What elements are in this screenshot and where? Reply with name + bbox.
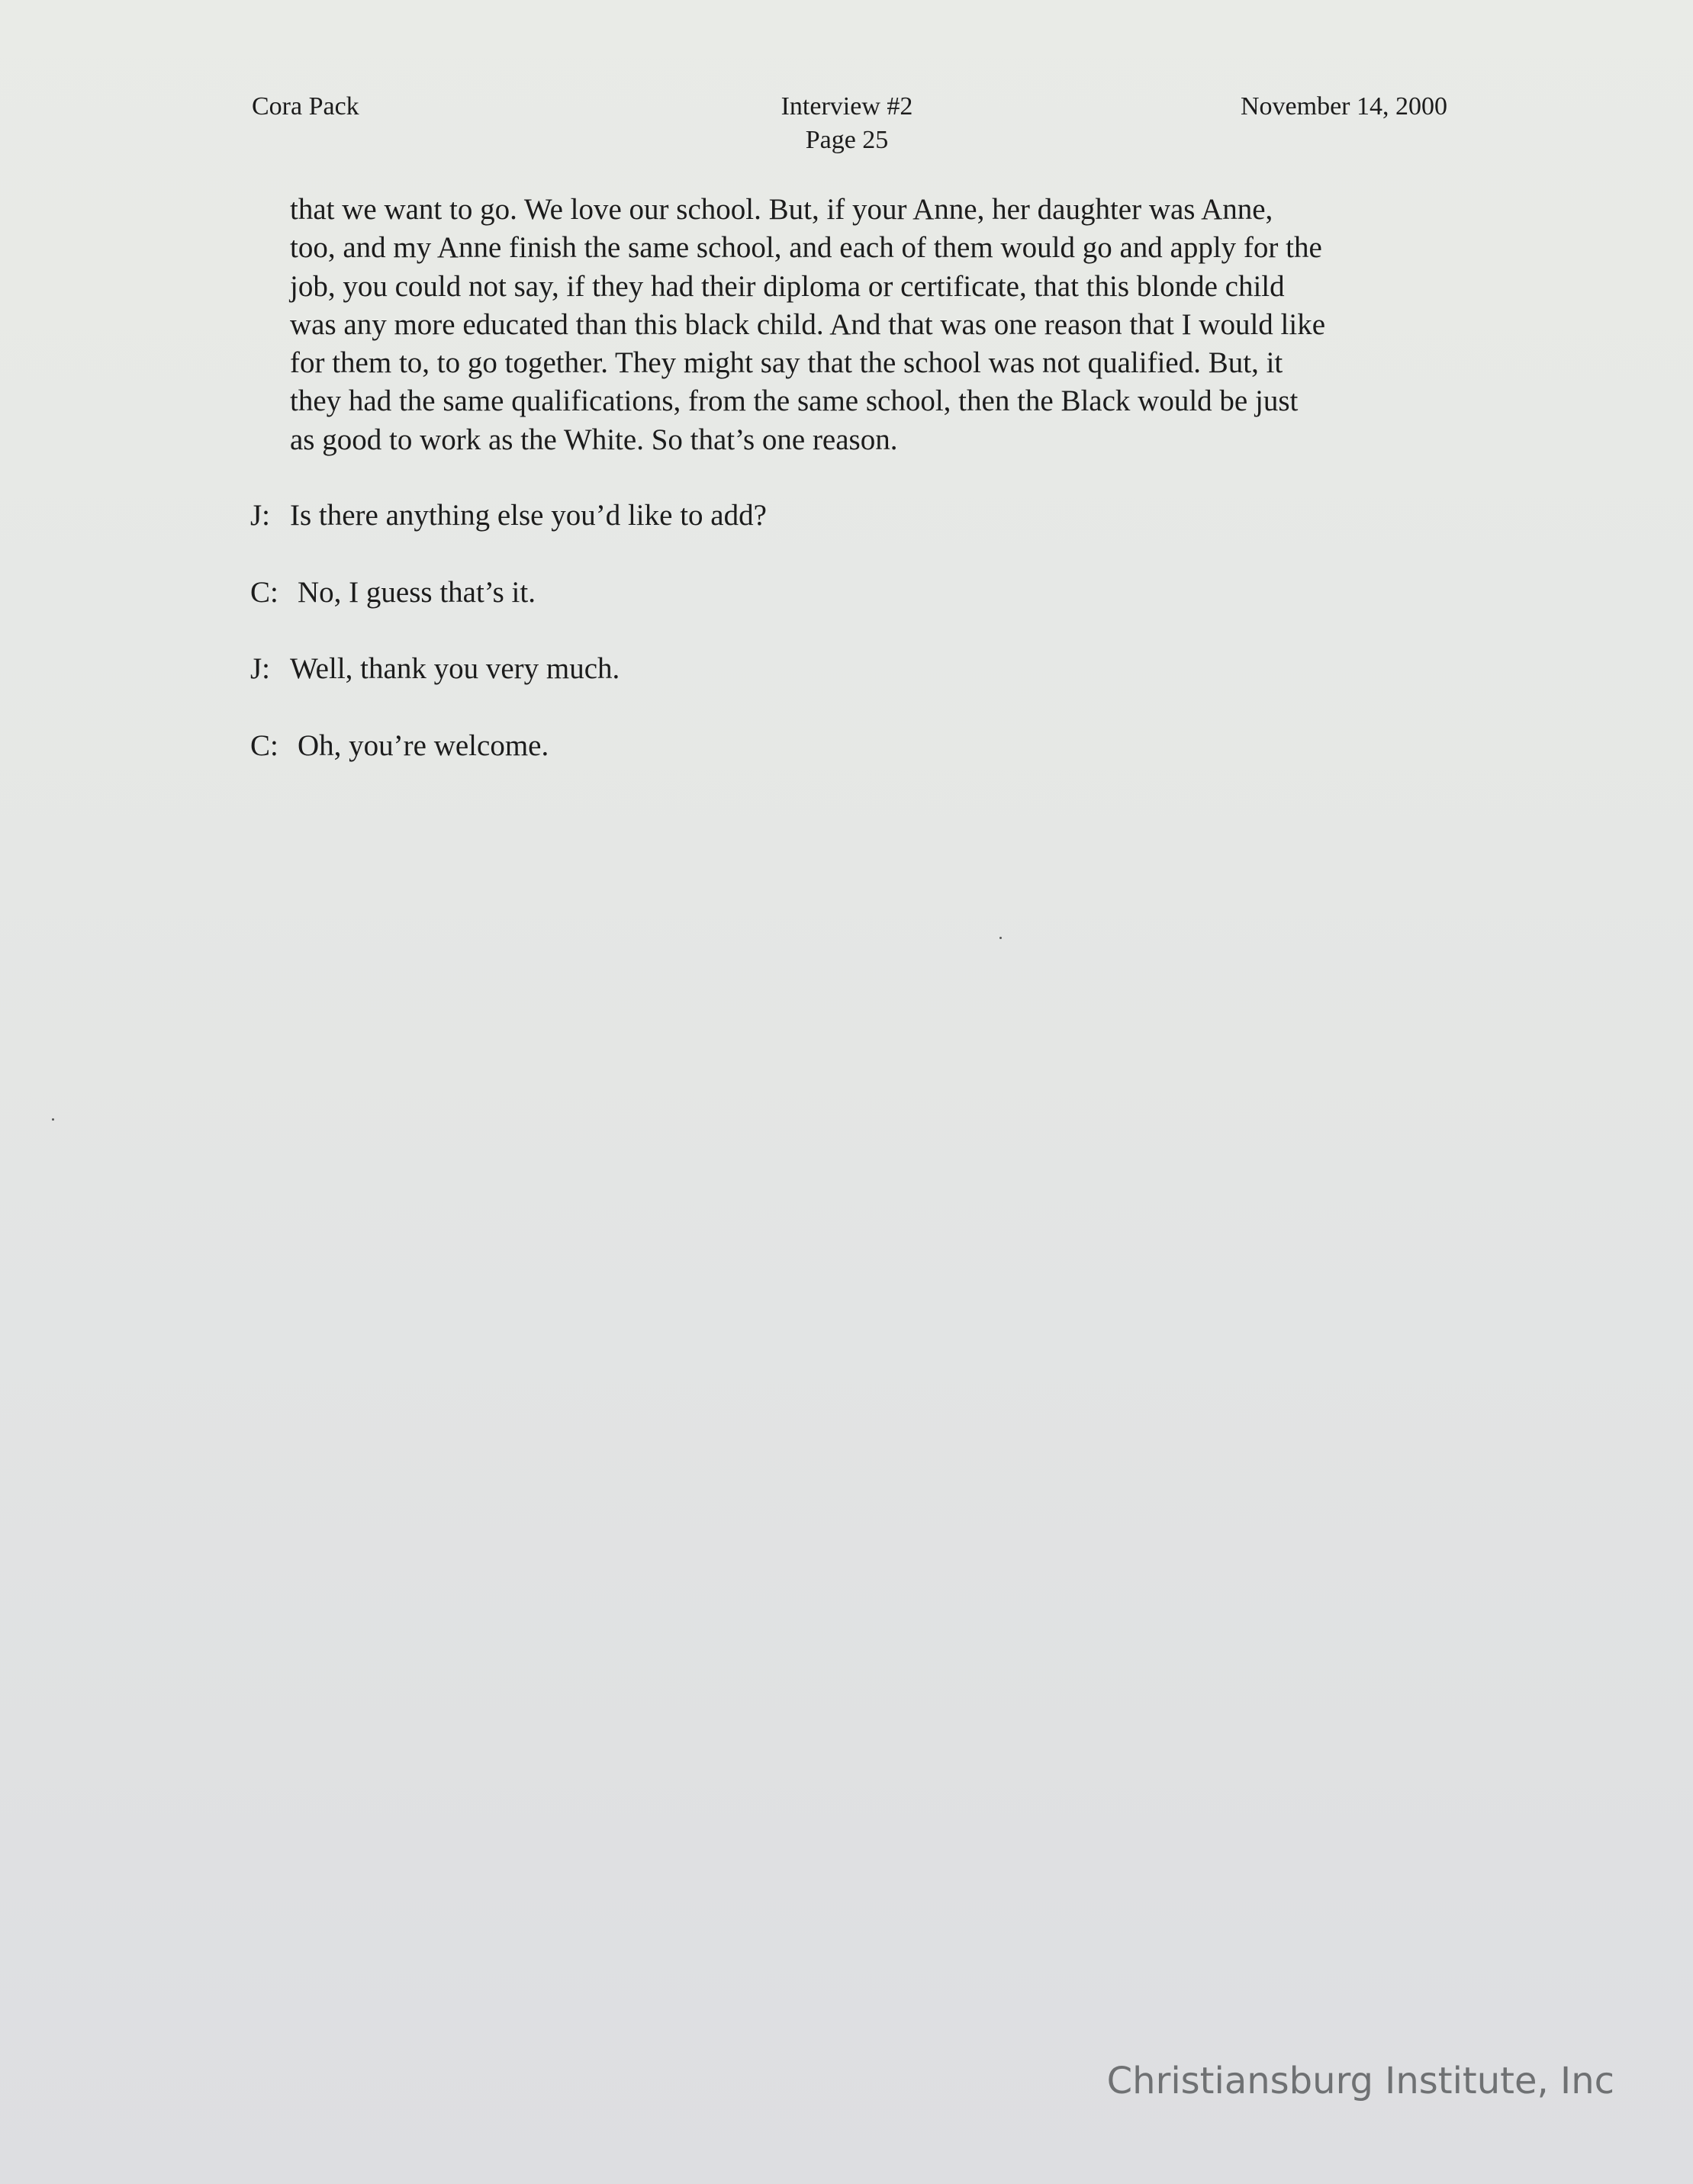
- dialogue-text: Well, thank you very much.: [290, 652, 620, 685]
- dialogue-line: [250, 574, 536, 612]
- paragraph-line: for them to, to go together. They might say that the school was not qualified. But, it: [290, 346, 1283, 380]
- header-page-number: Page 25: [805, 126, 889, 154]
- speaker-label: J:: [250, 499, 271, 532]
- dialogue-line: [250, 727, 549, 765]
- paragraph-line: job, you could not say, if they had their diploma or certificate, that this blonde child: [290, 269, 1285, 303]
- paper-speck: [52, 1118, 54, 1121]
- speaker-label: C:: [250, 729, 278, 762]
- dialogue-text: Is there anything else you’d like to add?: [290, 499, 767, 532]
- header-date: November 14, 2000: [1240, 92, 1447, 121]
- paragraph-line: that we want to go. We love our school. But, if your Anne, her daughter was Anne,: [290, 193, 1273, 226]
- archive-watermark: Christiansburg Institute, Inc: [1106, 2060, 1614, 2102]
- speaker-label: J:: [250, 652, 271, 685]
- speaker-label: C:: [250, 576, 278, 609]
- header-interview-info: [656, 90, 1038, 157]
- paper-speck: [999, 937, 1002, 939]
- dialogue-line: [250, 650, 620, 688]
- paragraph-line: as good to work as the White. So that’s one reason.: [290, 423, 898, 456]
- paragraph-line: was any more educated than this black child. And that was one reason that I would like: [290, 307, 1326, 341]
- paragraph-line: too, and my Anne finish the same school, and each of them would go and apply for the: [290, 231, 1322, 265]
- dialogue-line: [250, 497, 767, 535]
- dialogue-text: No, I guess that’s it.: [298, 576, 536, 609]
- header-interview-number: Interview #2: [781, 92, 913, 121]
- continued-answer-paragraph: [290, 191, 1465, 459]
- header-interviewee-name: Cora Pack: [252, 92, 359, 121]
- paragraph-line: they had the same qualifications, from the same school, then the Black would be just: [290, 384, 1299, 418]
- dialogue-text: Oh, you’re welcome.: [298, 729, 549, 762]
